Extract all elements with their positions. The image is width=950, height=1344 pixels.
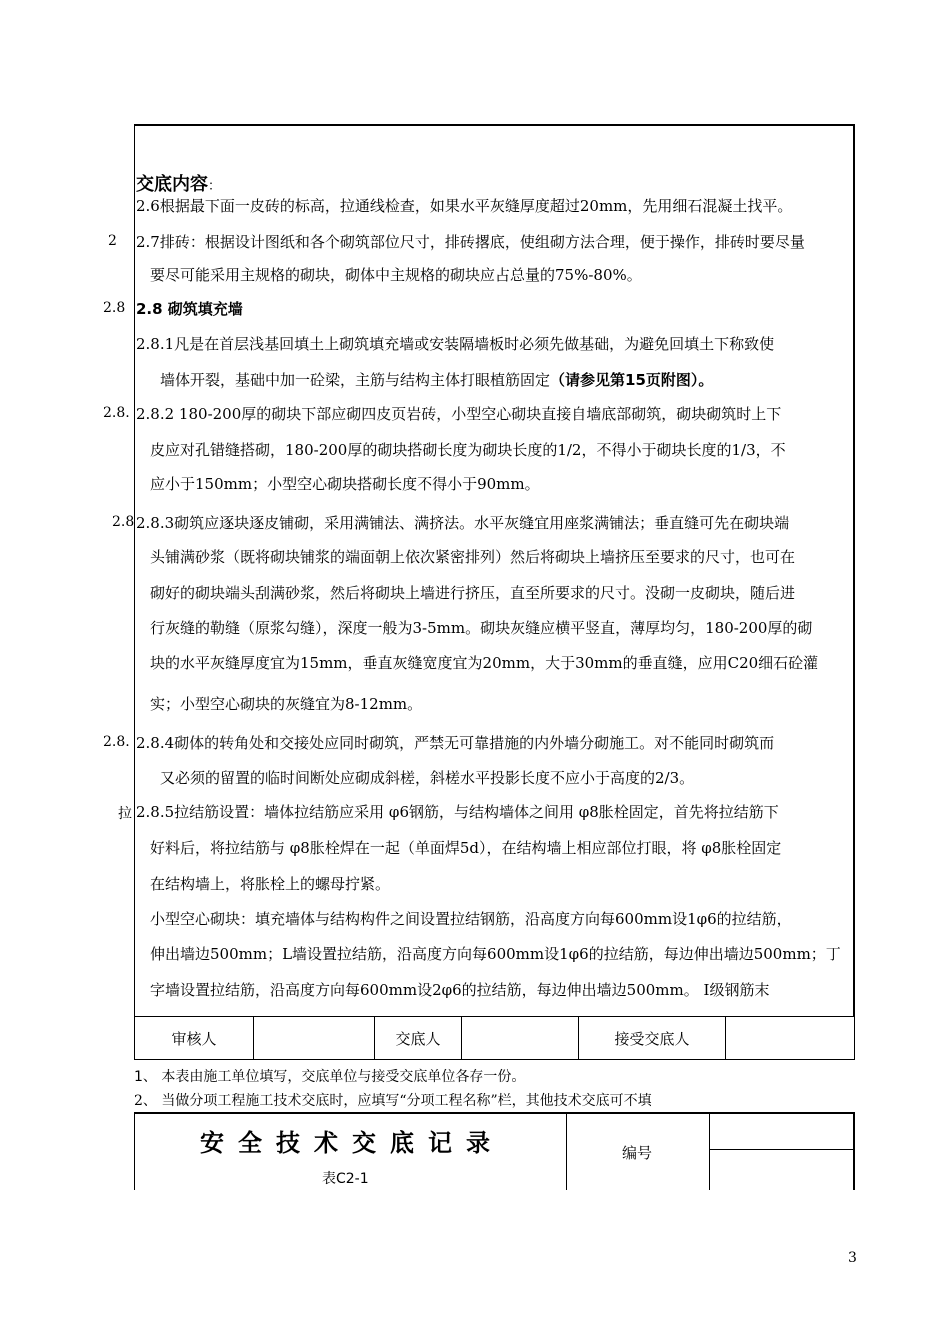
content-line: 皮应对孔错缝搭砌，180-200厚的砌块搭砌长度为砌块长度的1/2，不得小于砌块长度的1/3，不 <box>150 441 786 459</box>
page-number: 3 <box>848 1250 857 1266</box>
content-line: 小型空心砌块：填充墙体与结构构件之间设置拉结钢筋，沿高度方向每600mm设1φ6的拉结筋， <box>150 910 792 928</box>
note-1: 1、 本表由施工单位填写，交底单位与接受交底单位各存一份。 <box>134 1069 526 1085</box>
margin-mark: 2.8 <box>103 300 126 316</box>
margin-mark: 拉 <box>118 806 132 822</box>
note-2: 2、 当做分项工程施工技术交底时，应填写“分项工程名称”栏，其他技术交底可不填 <box>134 1093 652 1109</box>
form-number: 表C2-1 <box>322 1171 369 1187</box>
number-field-2[interactable] <box>712 1152 852 1186</box>
presenter-field[interactable] <box>462 1017 579 1060</box>
divider <box>566 1112 567 1190</box>
margin-mark: 2 <box>108 233 117 249</box>
content-line: 头铺满砂浆（既将砌块铺浆的端面朝上依次紧密排列）然后将砌块上墙挤压至要求的尺寸，也可在 <box>150 548 796 566</box>
content-line: 2.8.4砌体的转角处和交接处应同时砌筑，严禁无可靠措施的内外墙分砌施工。对不能同时砌筑而 <box>136 734 775 752</box>
receiver-label: 接受交底人 <box>579 1017 726 1060</box>
content-line: 墙体开裂，基础中加一砼梁，主筋与结构主体打眼植筋固定（请参见第15页附图）。 <box>160 371 714 389</box>
content-line: 2.8.3砌筑应逐块逐皮铺砌，采用满铺法、满挤法。水平灰缝宜用座浆满铺法；垂直缝可先在砌块端 <box>136 514 790 532</box>
content-line: 2.8.1凡是在首层浅基回填土上砌筑填充墙或安装隔墙板时必须先做基础，为避免回填土下称致使 <box>136 335 775 353</box>
reviewer-label: 审核人 <box>135 1017 254 1060</box>
content-line: 字墙设置拉结筋，沿高度方向每600mm设2φ6的拉结筋，每边伸出墙边500mm。 Ⅰ级钢筋末 <box>150 981 770 999</box>
content-heading: 交底内容： <box>136 174 222 195</box>
content-line: 好料后，将拉结筋与 φ8胀栓焊在一起（单面焊5d），在结构墙上相应部位打眼，将 φ8胀栓固定 <box>150 839 782 857</box>
margin-mark: 2.8 <box>112 514 135 530</box>
receiver-field[interactable] <box>726 1017 855 1060</box>
form-title: 安全技术交底记录 <box>200 1129 504 1157</box>
content-line: 应小于150mm；小型空心砌块搭砌长度不得小于90mm。 <box>150 475 540 493</box>
content-line: 要尽可能采用主规格的砌块，砌体中主规格的砌块应占总量的75%-80%。 <box>150 266 642 284</box>
content-line: 实；小型空心砌块的灰缝宜为8-12mm。 <box>150 695 423 713</box>
number-label: 编号 <box>622 1144 653 1162</box>
number-field-1[interactable] <box>712 1115 852 1147</box>
content-line: 2.6根据最下面一皮砖的标高，拉通线检查，如果水平灰缝厚度超过20mm，先用细石混凝土找平。 <box>136 197 793 215</box>
margin-mark: 2.8. <box>103 734 130 750</box>
content-line: 块的水平灰缝厚度宜为15mm，垂直灰缝宽度宜为20mm，大于30mm的垂直缝，应用C20细石砼灌 <box>150 654 819 672</box>
divider <box>709 1112 710 1190</box>
divider <box>709 1149 855 1150</box>
content-line: 2.7排砖：根据设计图纸和各个砌筑部位尺寸，排砖撂底，使组砌方法合理，便于操作，排砖时要尽量 <box>136 233 805 251</box>
content-line: 2.8.2 180-200厚的砌块下部应砌四皮页岩砖，小型空心砌块直接自墙底部砌筑，砌块砌筑时上下 <box>136 405 782 423</box>
content-line: 在结构墙上，将胀栓上的螺母拧紧。 <box>150 875 391 893</box>
section-title: 2.8 砌筑填充墙 <box>136 300 243 318</box>
content-line: 又必须的留置的临时间断处应砌成斜槎，斜槎水平投影长度不应小于高度的2/3。 <box>160 769 695 787</box>
content-line: 伸出墙边500mm；L墙设置拉结筋，沿高度方向每600mm设1φ6的拉结筋，每边伸出墙边500mm；丁 <box>150 945 841 963</box>
presenter-label: 交底人 <box>375 1017 462 1060</box>
signature-table <box>134 1016 855 1060</box>
reviewer-field[interactable] <box>254 1017 375 1060</box>
content-line: 砌好的砌块端头刮满砂浆，然后将砌块上墙进行挤压，直至所要求的尺寸。没砌一皮砌块，随后进 <box>150 584 796 602</box>
margin-mark: 2.8. <box>103 405 130 421</box>
content-line: 2.8.5拉结筋设置：墙体拉结筋应采用 φ6钢筋，与结构墙体之间用 φ8胀栓固定，首先将拉结筋下 <box>136 803 779 821</box>
content-line: 行灰缝的勒缝（原浆勾缝），深度一般为3-5mm。砌块灰缝应横平竖直，薄厚均匀，180-200厚的砌 <box>150 619 813 637</box>
